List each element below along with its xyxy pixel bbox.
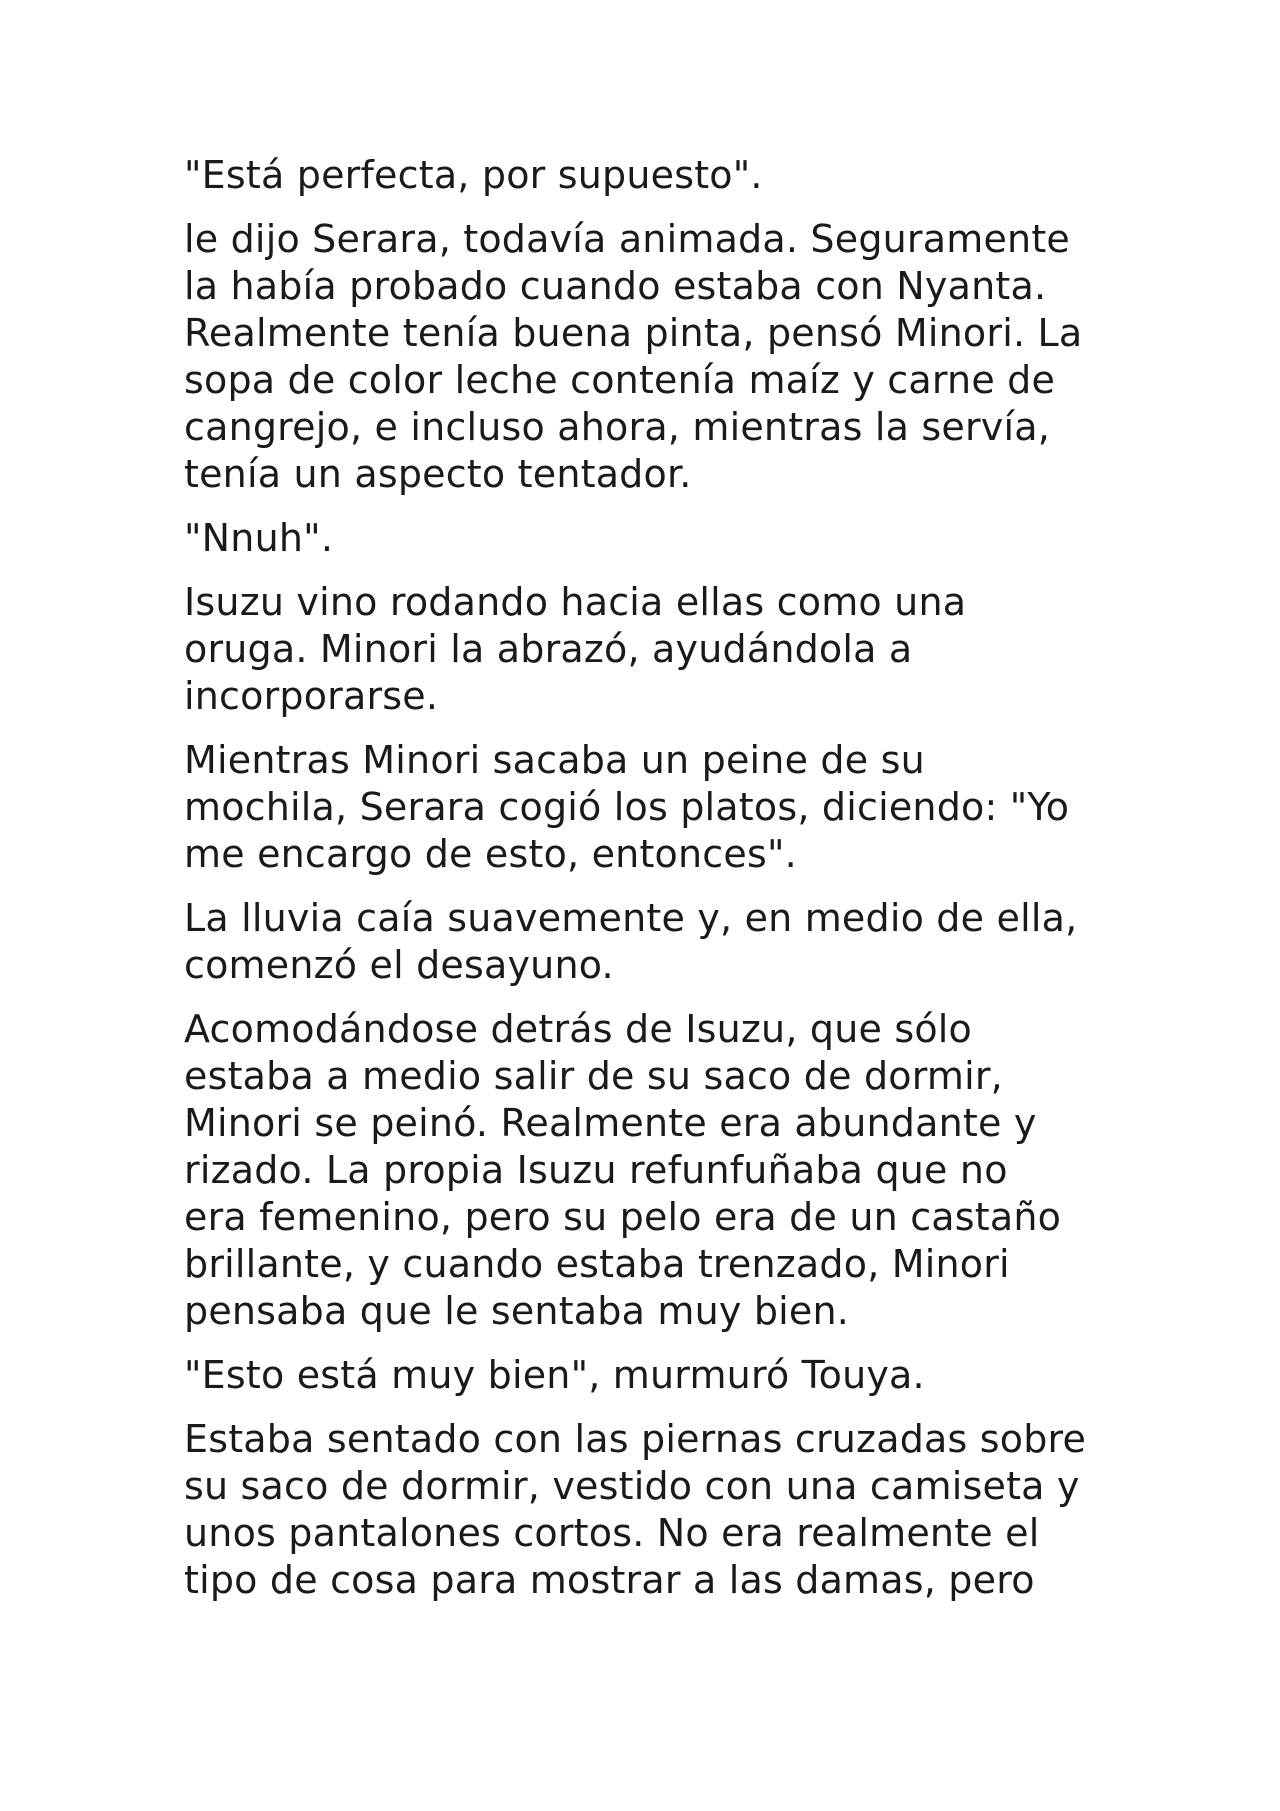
- paragraph-3: [184, 515, 1114, 562]
- text-line: "Nnuh".: [184, 516, 334, 560]
- paragraph-8: [184, 1352, 1114, 1399]
- text-line: Isuzu vino rodando hacia ellas como una: [184, 580, 967, 624]
- text-line: su saco de dormir, vestido con una camiseta y: [184, 1464, 1080, 1508]
- paragraph-4: [184, 579, 1114, 720]
- text-line: estaba a medio salir de su saco de dormir,: [184, 1054, 1003, 1098]
- paragraph-5: [184, 737, 1114, 878]
- text-line: Mientras Minori sacaba un peine de su: [184, 738, 925, 782]
- paragraph-1: [184, 152, 1114, 199]
- text-line: le dijo Serara, todavía animada. Seguramente: [184, 217, 1070, 261]
- text-line: la había probado cuando estaba con Nyanta.: [184, 264, 1047, 308]
- text-line: Acomodándose detrás de Isuzu, que sólo: [184, 1007, 973, 1051]
- text-line: "Está perfecta, por supuesto".: [184, 153, 763, 197]
- text-line: oruga. Minori la abrazó, ayudándola a: [184, 627, 913, 671]
- text-line: Estaba sentado con las piernas cruzadas sobre: [184, 1417, 1087, 1461]
- text-line: tipo de cosa para mostrar a las damas, pero: [184, 1558, 1035, 1602]
- text-line: "Esto está muy bien", murmuró Touya.: [184, 1353, 925, 1397]
- text-line: comenzó el desayuno.: [184, 943, 614, 987]
- text-line: era femenino, pero su pelo era de un castaño: [184, 1195, 1062, 1239]
- text-line: brillante, y cuando estaba trenzado, Minori: [184, 1242, 1010, 1286]
- text-line: pensaba que le sentaba muy bien.: [184, 1289, 850, 1333]
- text-line: La lluvia caía suavemente y, en medio de ella,: [184, 896, 1078, 940]
- paragraph-2: [184, 216, 1114, 498]
- text-line: Minori se peinó. Realmente era abundante y: [184, 1101, 1037, 1145]
- paragraph-6: [184, 895, 1114, 989]
- text-line: me encargo de esto, entonces".: [184, 832, 797, 876]
- text-line: sopa de color leche contenía maíz y carne de: [184, 358, 1056, 402]
- text-line: rizado. La propia Isuzu refunfuñaba que no: [184, 1148, 1008, 1192]
- text-line: cangrejo, e incluso ahora, mientras la servía,: [184, 405, 1051, 449]
- paragraph-7: [184, 1006, 1114, 1335]
- body-text: [184, 152, 1114, 1621]
- text-line: tenía un aspecto tentador.: [184, 452, 692, 496]
- text-line: unos pantalones cortos. No era realmente el: [184, 1511, 1040, 1555]
- text-line: Realmente tenía buena pinta, pensó Minori. La: [184, 311, 1083, 355]
- text-line: incorporarse.: [184, 674, 439, 718]
- paragraph-9: [184, 1416, 1114, 1604]
- text-line: mochila, Serara cogió los platos, diciendo: "Yo: [184, 785, 1070, 829]
